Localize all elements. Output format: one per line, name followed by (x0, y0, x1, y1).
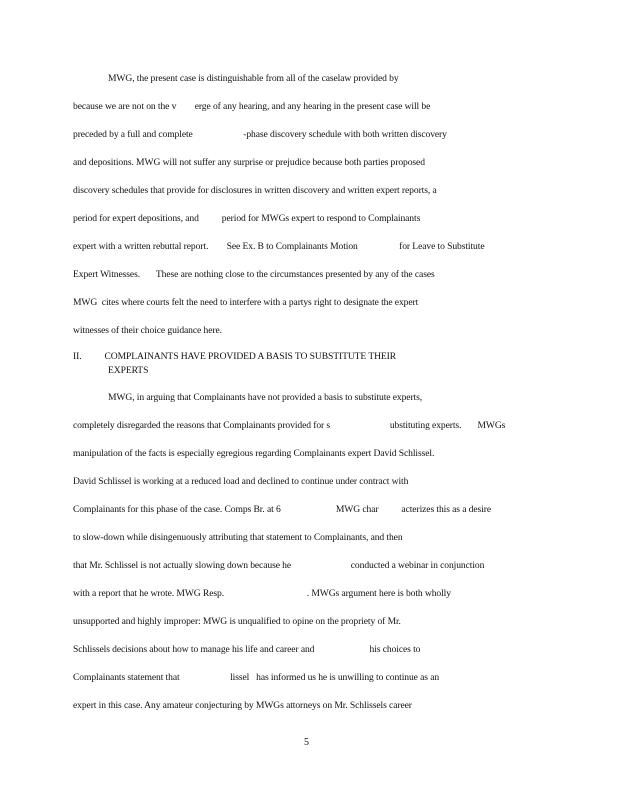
text-line: MWG cites where courts felt the need to interfere with a partys right to designate the expert (73, 297, 419, 308)
text-line: discovery schedules that provide for disclosures in written discovery and written expert reports, a (73, 185, 437, 196)
text-line: to slow-down while disingenuously attributing that statement to Complainants, and then (73, 532, 403, 543)
text-line: expert in this case. Any amateur conjecturing by MWGs attorneys on Mr. Schlissels career (73, 700, 412, 711)
text-line: Expert Witnesses. These are nothing close to the circumstances presented by any of the cases (73, 269, 435, 280)
text-line: Complainants statement that lissel has informed us he is unwilling to continue as an (73, 672, 440, 683)
text-line: MWG, the present case is distinguishable from all of the caselaw provided by (108, 73, 399, 84)
text-line: manipulation of the facts is especially egregious regarding Complainants expert David Schlissel. (73, 448, 435, 459)
text-line: completely disregarded the reasons that Complainants provided for s ubstituting experts. MWGs (73, 420, 506, 431)
page-number: 5 (304, 737, 309, 748)
text-line: Schlissels decisions about how to manage his life and career and his choices to (73, 644, 421, 655)
text-line: witnesses of their choice guidance here. (73, 325, 222, 336)
section-heading-continuation: EXPERTS (108, 365, 149, 376)
text-line: Complainants for this phase of the case. Comps Br. at 6 MWG char acterizes this as a desire (73, 504, 491, 515)
text-line: preceded by a full and complete -phase discovery schedule with both written discovery (73, 129, 447, 140)
section-heading: II. COMPLAINANTS HAVE PROVIDED A BASIS TO SUBSTITUTE THEIR (73, 351, 397, 362)
text-line: because we are not on the v erge of any hearing, and any hearing in the present case will be (73, 101, 431, 112)
text-line: and depositions. MWG will not suffer any surprise or prejudice because both parties proposed (73, 157, 425, 168)
text-line: MWG, in arguing that Complainants have not provided a basis to substitute experts, (108, 392, 423, 403)
text-line: David Schlissel is working at a reduced load and declined to continue under contract with (73, 476, 409, 487)
text-line: that Mr. Schlissel is not actually slowing down because he conducted a webinar in conjunction (73, 560, 485, 571)
text-line: with a report that he wrote. MWG Resp. . MWGs argument here is both wholly (73, 588, 451, 599)
text-line: expert with a written rebuttal report. See Ex. B to Complainants Motion for Leave to Substitute (73, 241, 485, 252)
text-line: period for expert depositions, and period for MWGs expert to respond to Complainants (73, 213, 421, 224)
text-line: unsupported and highly improper: MWG is unqualified to opine on the propriety of Mr. (73, 616, 401, 627)
